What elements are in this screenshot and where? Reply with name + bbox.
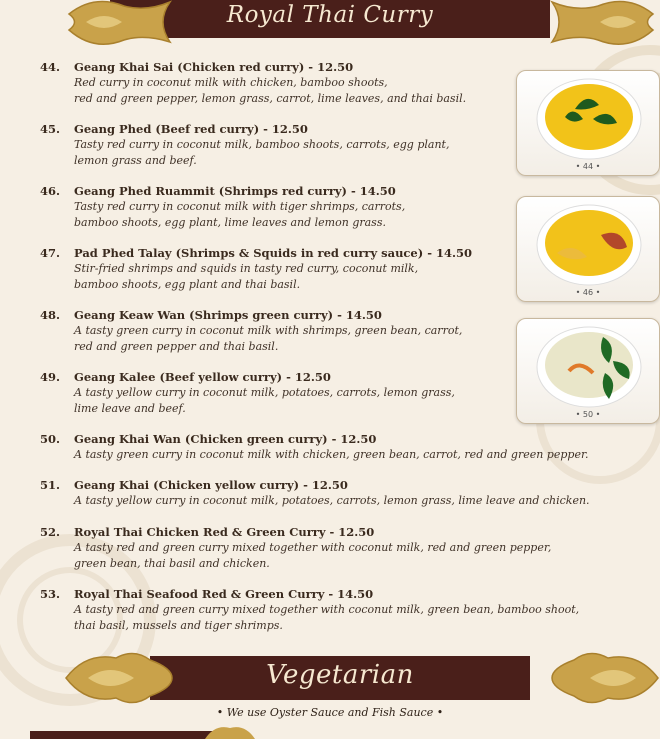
item-number: 50.	[40, 432, 61, 446]
ornament-left-bottom	[64, 646, 174, 710]
ornament-right-top	[548, 0, 658, 46]
ornament-left-top	[64, 0, 174, 46]
item-name: Royal Thai Chicken Red & Green Curry - 12.50	[74, 525, 375, 539]
item-description: A tasty red and green curry mixed together with coconut milk, red and green pepper, green bean, thai basil and chicken.	[74, 541, 552, 570]
top-banner	[110, 0, 550, 38]
curry-bowl-image	[517, 197, 659, 301]
item-name: Geang Khai Wan (Chicken green curry) - 12.50	[74, 432, 377, 446]
item-number: 48.	[40, 308, 61, 322]
photo-label: • 44 •	[575, 162, 601, 171]
item-number: 47.	[40, 246, 61, 260]
item-name: Geang Phed (Beef red curry) - 12.50	[74, 122, 308, 136]
item-description: A tasty green curry in coconut milk with shrimps, green bean, carrot, red and green pepper and thai basil.	[74, 324, 463, 353]
item-name: Geang Phed Ruammit (Shrimps red curry) - 14.50	[74, 184, 396, 198]
item-description: Red curry in coconut milk with chicken, bamboo shoots, red and green pepper, lemon grass, carrot, lime leaves, and thai basil.	[74, 76, 467, 105]
ornament-next-edge	[205, 724, 255, 739]
item-name: Geang Keaw Wan (Shrimps green curry) - 14.50	[74, 308, 382, 322]
top-banner-title: Royal Thai Curry	[226, 2, 434, 28]
item-number: 46.	[40, 184, 61, 198]
bottom-banner-title: Vegetarian	[266, 660, 414, 690]
ornament-right-bottom	[550, 646, 660, 710]
photo-label: • 46 •	[575, 288, 601, 297]
sauce-note: • We use Oyster Sauce and Fish Sauce •	[216, 706, 444, 719]
bottom-banner	[150, 656, 530, 700]
photo-label: • 50 •	[575, 410, 601, 419]
item-name: Royal Thai Seafood Red & Green Curry - 14.50	[74, 587, 374, 601]
item-description: A tasty red and green curry mixed together with coconut milk, green bean, bamboo shoot, thai basil, mussels and tiger shrimps.	[74, 603, 580, 632]
item-name: Geang Kalee (Beef yellow curry) - 12.50	[74, 370, 331, 384]
item-number: 45.	[40, 122, 61, 136]
item-name: Geang Khai (Chicken yellow curry) - 12.50	[74, 478, 348, 492]
item-number: 51.	[40, 478, 61, 492]
dish-photo-44	[516, 70, 660, 176]
item-number: 52.	[40, 525, 61, 539]
item-description: Tasty red curry in coconut milk with tiger shrimps, carrots, bamboo shoots, egg plant, lime leaves and lemon grass.	[74, 200, 406, 229]
dish-photo-46	[516, 196, 660, 302]
item-name: Pad Phed Talay (Shrimps & Squids in red curry sauce) - 14.50	[74, 246, 472, 260]
item-description: A tasty yellow curry in coconut milk, potatoes, carrots, lemon grass, lime leave and chicken.	[74, 494, 590, 507]
curry-bowl-image	[517, 71, 659, 175]
item-number: 49.	[40, 370, 61, 384]
item-description: Stir-fried shrimps and squids in tasty red curry, coconut milk, bamboo shoots, egg plant and thai basil.	[74, 262, 419, 291]
item-name: Geang Khai Sai (Chicken red curry) - 12.50	[74, 60, 354, 74]
item-description: Tasty red curry in coconut milk, bamboo shoots, carrots, egg plant, lemon grass and beef.	[74, 138, 450, 167]
item-number: 44.	[40, 60, 61, 74]
item-description: A tasty yellow curry in coconut milk, potatoes, carrots, lemon grass, lime leave and beef.	[74, 386, 455, 415]
curry-fill	[545, 84, 633, 150]
item-number: 53.	[40, 587, 61, 601]
item-description: A tasty green curry in coconut milk with chicken, green bean, carrot, red and green pepper.	[74, 448, 589, 461]
next-banner-edge	[30, 731, 220, 739]
dish-photo-50	[516, 318, 660, 424]
curry-bowl-image	[517, 319, 659, 423]
